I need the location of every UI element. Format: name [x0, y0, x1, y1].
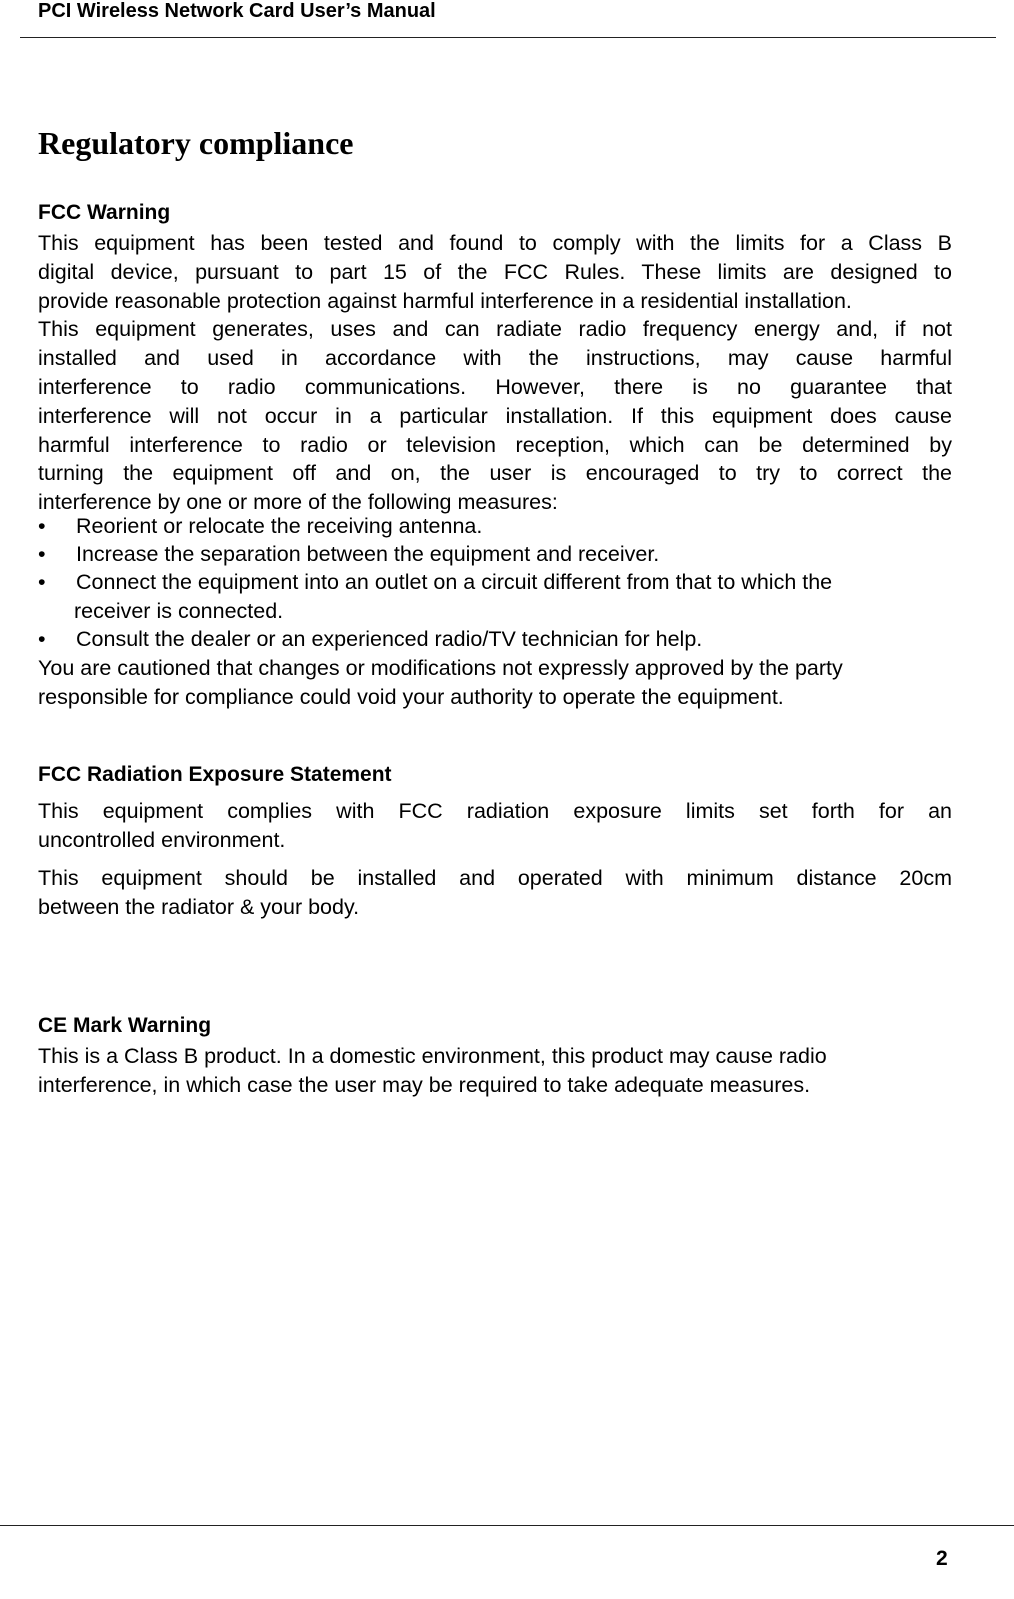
radiation-paragraph-2 [38, 864, 952, 922]
header-divider [20, 37, 996, 38]
paragraph-line: harmful interference to radio or television reception, which can be determined by [38, 432, 952, 457]
paragraph-line: digital device, pursuant to part 15 of the FCC Rules. These limits are designed to [38, 259, 952, 284]
paragraph-line: This equipment should be installed and operated with minimum distance 20cm [38, 866, 952, 890]
list-item-text: Connect the equipment into an outlet on a circuit different from that to which the [76, 570, 833, 594]
paragraph-line: provide reasonable protection against harmful interference in a residential installation. [38, 288, 852, 313]
paragraph-line: turning the equipment off and on, the user is encouraged to try to correct the [38, 461, 952, 486]
bullet-marker: • [38, 514, 46, 538]
paragraph-line: installed and used in accordance with the instructions, may cause harmful [38, 346, 952, 371]
caution-paragraph [38, 654, 976, 712]
paragraph-line: interference, in which case the user may be required to take adequate measures. [38, 1072, 811, 1097]
fcc-radiation-heading: FCC Radiation Exposure Statement [38, 763, 392, 786]
ce-mark-heading: CE Mark Warning [38, 1014, 212, 1037]
list-item-continuation: receiver is connected. [74, 598, 284, 623]
paragraph-line: interference will not occur in a particular installation. If this equipment does cause [38, 403, 952, 428]
ce-mark-paragraph [38, 1042, 976, 1100]
paragraph-line: uncontrolled environment. [38, 827, 286, 852]
radiation-paragraph-1 [38, 797, 952, 855]
paragraph-line: interference by one or more of the following measures: [38, 490, 558, 515]
list-item-text: Consult the dealer or an experienced radio/TV technician for help. [76, 627, 703, 651]
bullet-marker: • [38, 627, 46, 651]
paragraph-line: responsible for compliance could void your authority to operate the equipment. [38, 684, 784, 709]
paragraph-line: This is a Class B product. In a domestic environment, this product may cause radio [38, 1044, 827, 1068]
page-title: Regulatory compliance [38, 125, 354, 161]
page-number: 2 [936, 1547, 948, 1570]
running-header: PCI Wireless Network Card User’s Manual [38, 0, 436, 22]
paragraph-line: This equipment complies with FCC radiation exposure limits set forth for an [38, 799, 952, 823]
fcc-warning-paragraph [38, 229, 952, 517]
list-item-text: Reorient or relocate the receiving antenna. [76, 514, 483, 538]
bullet-marker: • [38, 570, 46, 594]
paragraph-line: between the radiator & your body. [38, 894, 360, 919]
bullet-marker: • [38, 542, 46, 566]
paragraph-line: This equipment has been tested and found to comply with the limits for a Class B [38, 231, 952, 255]
fcc-warning-heading: FCC Warning [38, 201, 171, 224]
paragraph-line: interference to radio communications. However, there is no guarantee that [38, 374, 952, 399]
list-item-text: Increase the separation between the equipment and receiver. [76, 542, 660, 566]
paragraph-line: This equipment generates, uses and can radiate radio frequency energy and, if not [38, 317, 952, 342]
footer-divider [0, 1525, 1014, 1526]
paragraph-line: You are cautioned that changes or modifications not expressly approved by the party [38, 656, 843, 680]
